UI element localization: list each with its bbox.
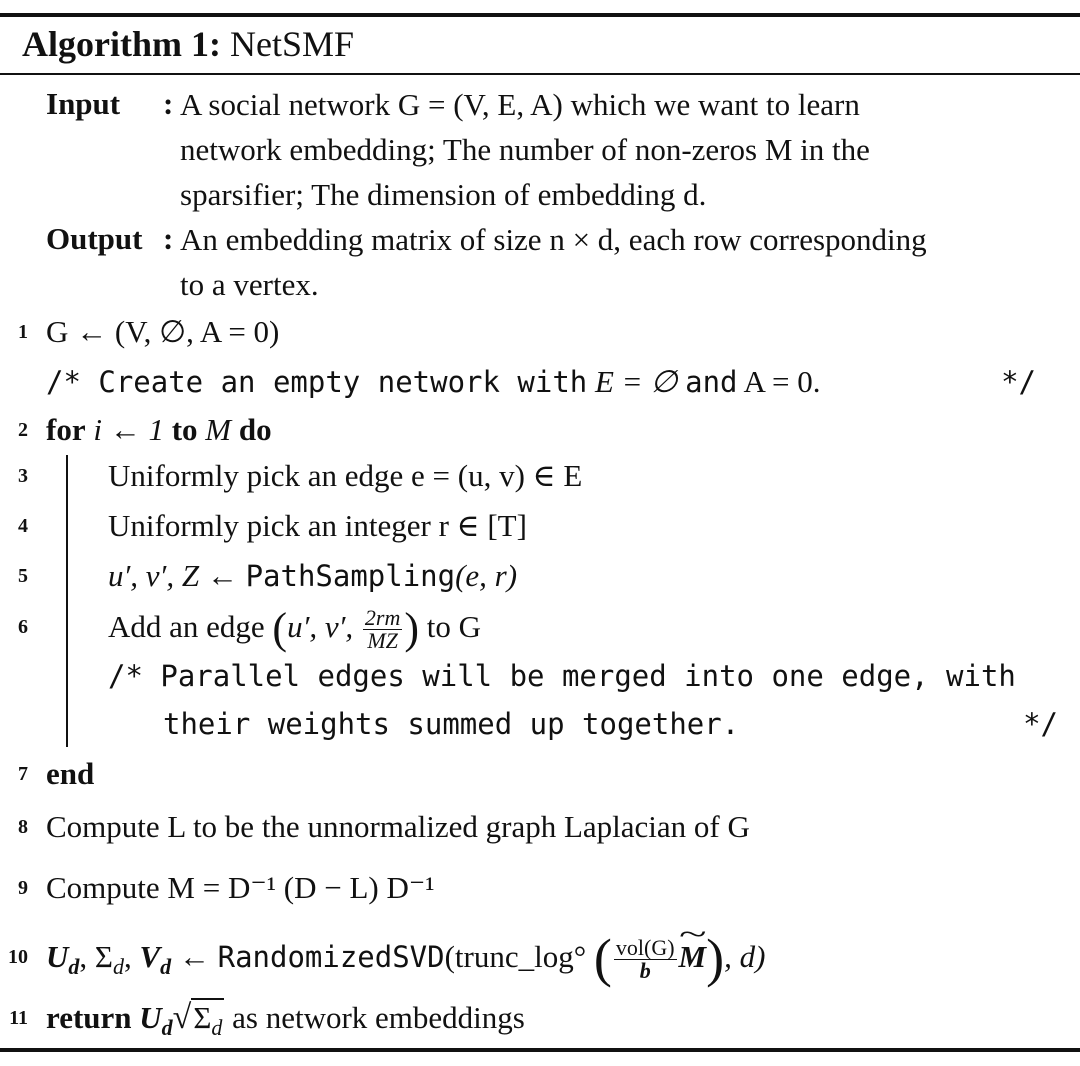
output-description [180, 217, 1070, 307]
input-line-1: A social network G = (V, E, A) which we want to learn [180, 87, 860, 122]
step-11: return $U_d√\Sigma_d$ as network embeddings [46, 999, 525, 1041]
line-number-1: 1 [18, 321, 28, 343]
bottom-rule [0, 1048, 1080, 1052]
step-7-end: end [46, 756, 95, 791]
comment-1-math: E = ∅ [595, 364, 678, 399]
weight-denominator: MZ [367, 628, 398, 654]
randomized-svd-func: RandomizedSVD [217, 940, 445, 974]
line-number-7: 7 [18, 763, 28, 785]
path-sampling-func: PathSampling [245, 559, 456, 593]
step-6-text: Add an edge [108, 609, 265, 644]
keyword-for: for [46, 412, 86, 447]
input-colon: : [163, 86, 174, 121]
keyword-do: do [238, 412, 272, 447]
step-10-tail: , d) [724, 939, 766, 974]
trunc-log: (trunc_log° [444, 939, 587, 974]
algorithm-title [22, 22, 354, 66]
comment-1-text: /* Create an empty network with [46, 365, 588, 399]
algorithm-name: NetSMF [229, 24, 354, 64]
comment-2-line-2: their weights summed up together. [163, 707, 740, 741]
step-6-target: to G [426, 609, 482, 644]
comment-1-close: */ [1001, 365, 1036, 399]
step-9: Compute M = D⁻¹ (D − L) D⁻¹ [46, 870, 435, 905]
comment-parallel-edges-1 [108, 656, 1016, 696]
top-rule [0, 13, 1080, 17]
line-number-3: 3 [18, 465, 28, 487]
output-line-1: An embedding matrix of size n × d, each row corresponding [180, 222, 927, 257]
algorithm-label: Algorithm 1: [22, 24, 221, 64]
step-5-args: (e, r) [455, 558, 518, 593]
loop-body-bar [66, 455, 68, 747]
comment-1-math-2: A = 0. [743, 364, 821, 399]
step-11-tail: as network embeddings [232, 1000, 525, 1035]
input-label: Input [46, 86, 121, 121]
line-number-4: 4 [18, 515, 28, 537]
keyword-to: to [171, 412, 198, 447]
input-description [180, 82, 1070, 217]
step-10: $U_d$, $\Sigma_d$, $V_d$ ← RandomizedSVD(trunc_log° ( $\frac{\text{vol(G)}}{b}$ ~ M), d) [46, 937, 765, 982]
step-5 [108, 556, 517, 596]
volume-denominator: b [639, 958, 651, 984]
comment-2-close: */ [1023, 707, 1058, 741]
input-line-2: network embedding; The number of non-zeros M in the [180, 132, 870, 167]
input-line-3: sparsifier; The dimension of embedding d. [180, 177, 707, 212]
weight-numerator: 2rm [364, 605, 401, 631]
title-rule [0, 73, 1080, 75]
comment-parallel-edges-2 [163, 704, 1058, 744]
line-number-11: 11 [9, 1007, 28, 1029]
weight-fraction [363, 607, 402, 652]
line-number-5: 5 [18, 565, 28, 587]
step-5-lhs: u′, v′, Z ← [108, 558, 238, 593]
volume-fraction [614, 937, 677, 982]
line-number-2: 2 [18, 419, 28, 441]
step-6: Add an edge (u′, v′, $\frac{2rm}{MZ}$ ) to G [108, 604, 482, 654]
comment-empty-network [46, 362, 1058, 402]
line-number-8: 8 [18, 816, 28, 838]
output-colon: : [163, 221, 174, 256]
step-8: Compute L to be the unnormalized graph Laplacian of G [46, 809, 750, 844]
step-1: G ← (V, ∅, A = 0) [46, 314, 280, 349]
comment-2-line-1: /* Parallel edges will be merged into one edge, with [108, 659, 1016, 693]
line-number-10: 10 [8, 946, 28, 968]
loop-range: i ← 1 [93, 412, 164, 447]
line-number-9: 9 [18, 877, 28, 899]
comment-1-and: and [685, 365, 738, 399]
output-line-2: to a vertex. [180, 267, 319, 302]
volume-numerator: vol(G) [615, 935, 675, 961]
keyword-return: return [46, 1000, 132, 1035]
line-number-6: 6 [18, 616, 28, 638]
step-2 [46, 410, 272, 450]
step-4: Uniformly pick an integer r ∈ [T] [108, 508, 527, 543]
step-3: Uniformly pick an edge e = (u, v) ∈ E [108, 458, 583, 493]
loop-bound: M [205, 412, 232, 447]
output-label: Output [46, 221, 143, 256]
